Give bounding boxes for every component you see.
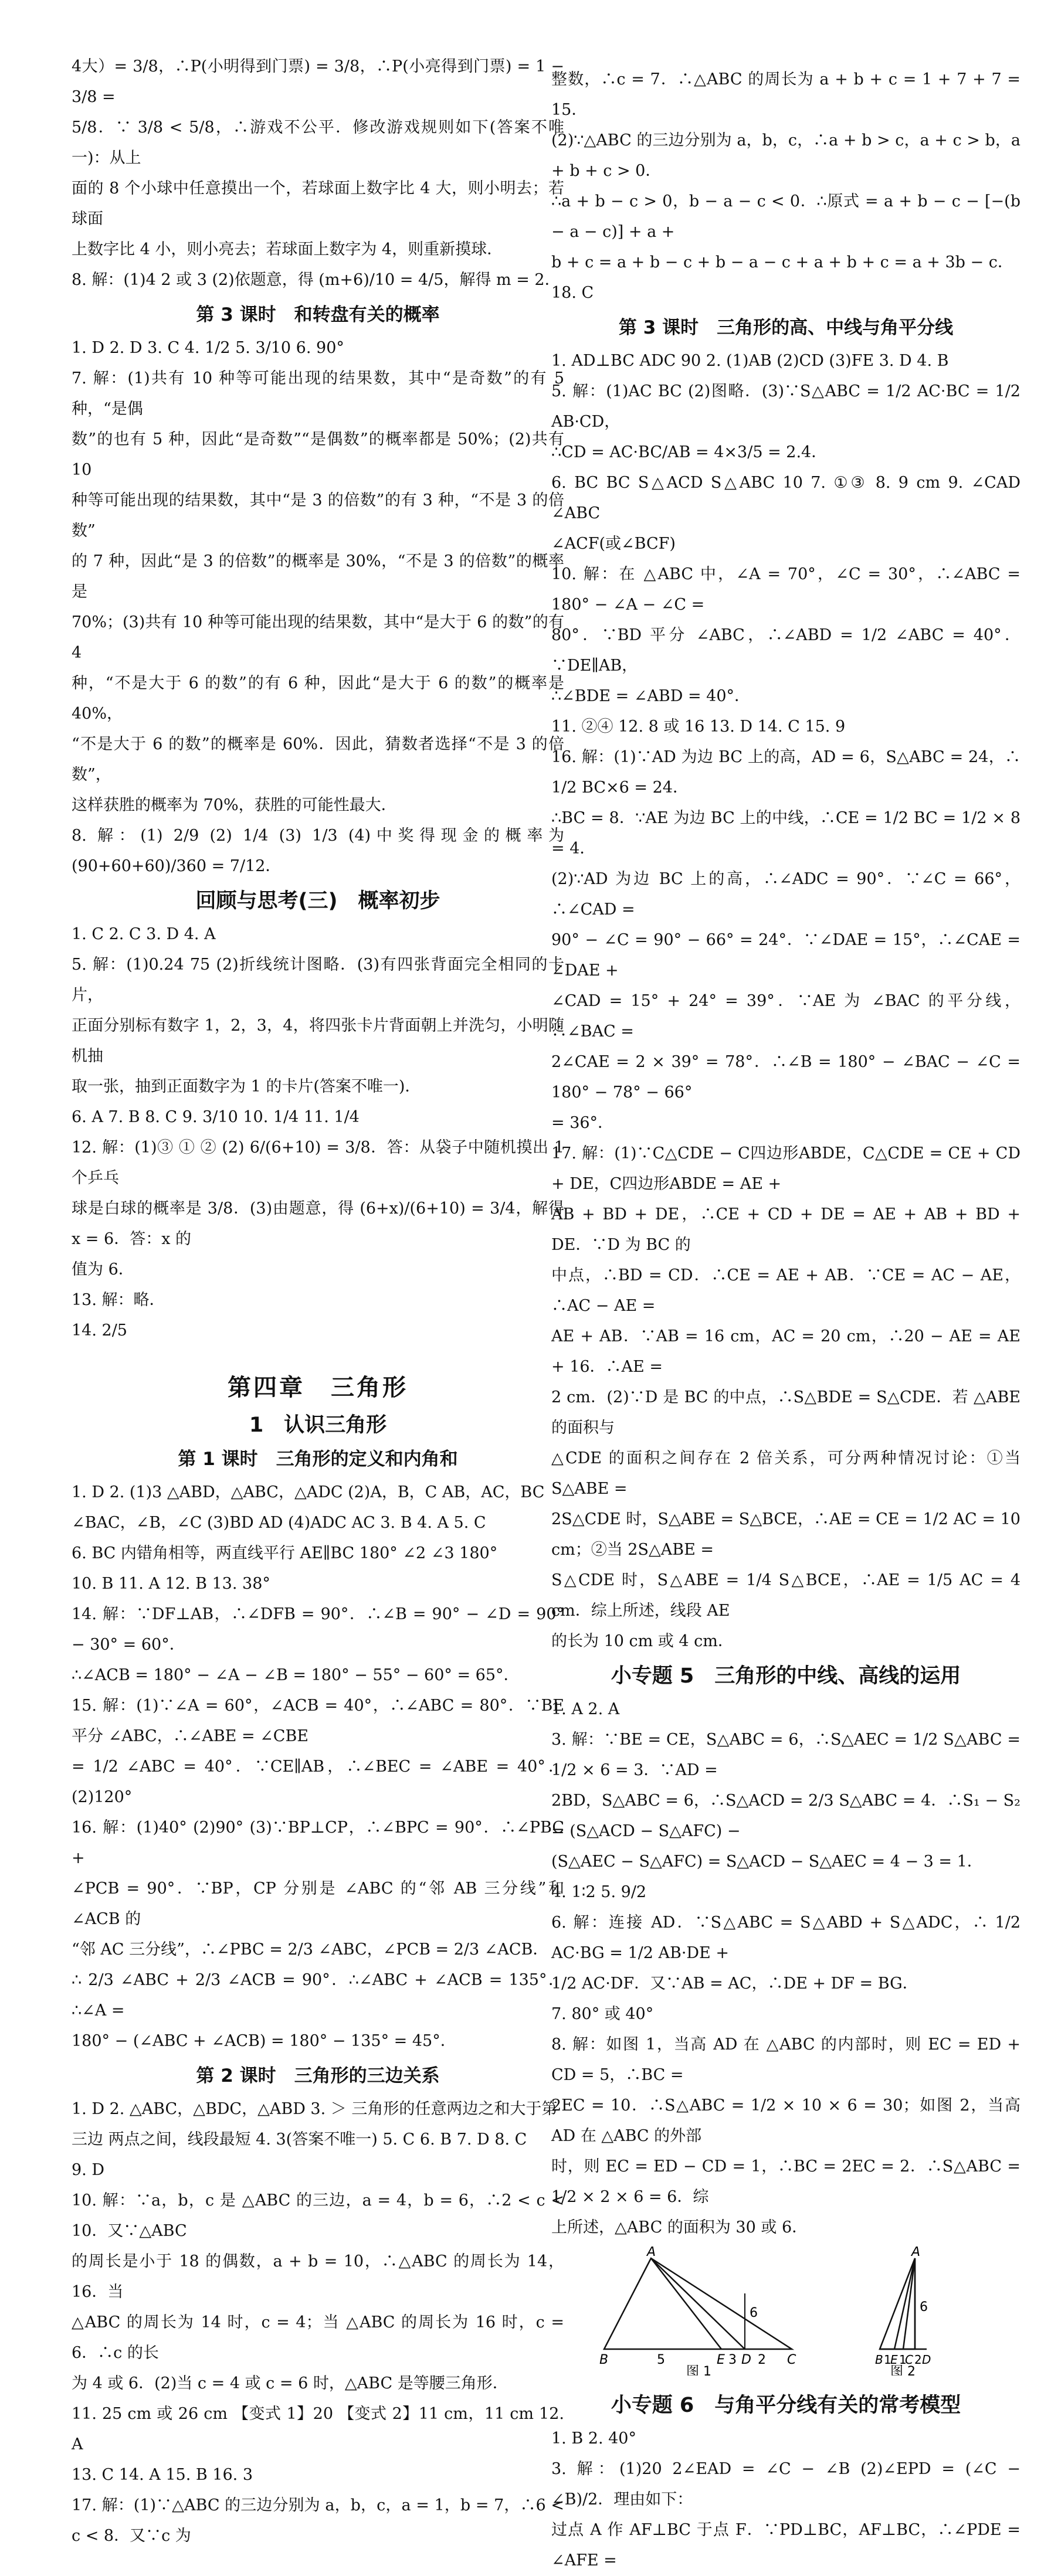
answer-line: 3. 解：∵BE = CE，S△ABC = 6，∴S△AEC = 1/2 S△ABC = 1/2 × 6 = 3．∵AD = (551, 1731, 1021, 1779)
answer-line: 2BD，S△ABC = 6，∴S△ACD = 2/3 S△ABC = 4．∴S₁ − S₂ = (S△ACD − S△AFC) − (551, 1792, 1021, 1840)
svg-text:D: D (922, 2353, 931, 2367)
answer-line: 上数字比 4 小，则小亮去；若球面上数字为 4，则重新摸球． (72, 240, 503, 259)
answer-line: ∴∠ACB = 180° − ∠A − ∠B = 180° − 55° − 60° = 65°． (72, 1666, 520, 1684)
answer-line: 5/8．∵ 3/8 < 5/8，∴游戏不公平．修改游戏规则如下(答案不唯一)：从上 (72, 118, 564, 167)
svg-text:2: 2 (914, 2353, 922, 2367)
answer-line: 8. 解：如图 1，当高 AD 在 △ABC 的内部时，则 EC = ED + CD = 5，∴BC = (551, 2035, 1021, 2084)
section-heading: 小专题 6 与角平分线有关的常考模型 (611, 2394, 961, 2417)
answer-line: 4. 1∶2 5. 9/2 (551, 1883, 647, 1901)
answer-line: 11. ②④ 12. 8 或 16 13. D 14. C 15. 9 (551, 718, 846, 736)
answer-line: 3. 解：(1)20 2∠EAD = ∠C − ∠B (2)∠EPD = (∠C − ∠B)/2．理由如下： (551, 2460, 1021, 2509)
answer-line: 90° − ∠C = 90° − 66° = 24°．∵∠DAE = 15°，∴∠CAE = ∠DAE + (551, 931, 1021, 980)
answer-line: 14. 解：∵DF⊥AB，∴∠DFB = 90°．∴∠B = 90° − ∠D = 90° − 30° = 60°． (72, 1605, 564, 1654)
answer-line: 180° − (∠ABC + ∠ACB) = 180° − 135° = 45°． (72, 2032, 456, 2050)
answer-line: 中点，∴BD = CD．∴CE = AE + AB．∵CE = AC − AE，∴AC − AE = (551, 1266, 1021, 1315)
svg-text:C: C (905, 2353, 913, 2367)
answer-line: 种等可能出现的结果数，其中“是 3 的倍数”的有 3 种，“不是 3 的倍数” (72, 491, 564, 540)
section-heading: 回顾与思考(三) 概率初步 (195, 889, 440, 913)
answer-line: ∴ 2/3 ∠ABC + 2/3 ∠ACB = 90°．∴∠ABC + ∠ACB = 135°．∴∠A = (72, 1971, 564, 2020)
triangle-figures (551, 2247, 1009, 2376)
answer-line: 正面分别标有数字 1，2，3，4，将四张卡片背面朝上并洗匀，小明随机抽 (72, 1017, 564, 1065)
answer-line: 10. 解：∵a，b，c 是 △ABC 的三边，a = 4，b = 6，∴2 < c < 10．又∵△ABC (72, 2191, 564, 2240)
section-heading: 小专题 5 三角形的中线、高线的运用 (611, 1664, 961, 1688)
answer-line: = 1/2 ∠ABC = 40°．∵CE∥AB，∴∠BEC = ∠ABE = 40°．(2)120° (72, 1758, 564, 1806)
answer-line: ∴∠BDE = ∠ABD = 40°． (551, 687, 751, 705)
answer-line: 7. 解：(1)共有 10 种等可能出现的结果数，其中“是奇数”的有 5 种，“是偶 (72, 369, 564, 418)
answer-line: 70%；(3)共有 10 种等可能出现的结果数，其中“是大于 6 的数”的有 4 (72, 613, 564, 662)
answer-line: 2∠CAE = 2 × 39° = 78°．∴∠B = 180° − ∠BAC − ∠C = 180° − 78° − 66° (551, 1053, 1021, 1102)
svg-text:1: 1 (884, 2353, 891, 2367)
svg-text:B: B (599, 2353, 609, 2367)
answer-line: 13. 解：略． (72, 1291, 165, 1309)
section-heading: 第 1 课时 三角形的定义和内角和 (178, 1449, 458, 1470)
svg-text:E: E (890, 2353, 898, 2367)
answer-line: 6. BC 内错角相等，两直线平行 AE∥BC 180° ∠2 ∠3 180° (72, 1544, 498, 1562)
answer-line: ∠BAC，∠B，∠C (3)BD AD (4)ADC AC 3. B 4. A 5. C (72, 1514, 486, 1532)
fig1-caption: 图 1 (686, 2364, 711, 2376)
answer-line: = 36°． (551, 1114, 614, 1132)
svg-text:B: B (875, 2353, 883, 2367)
figure-2 (875, 2247, 931, 2376)
answer-line: ∴CD = AC·BC/AB = 4×3/5 = 2.4． (551, 443, 828, 461)
answer-line: AB + BD + DE，∴CE + CD + DE = AE + AB + BD + DE．∵D 为 BC 的 (551, 1205, 1021, 1254)
answer-line: ∠CAD = 15° + 24° = 39°．∵AE 为 ∠BAC 的平分线，∴∠BAC = (551, 992, 1021, 1041)
svg-text:A: A (911, 2247, 921, 2259)
answer-line: 14. 2/5 (72, 1321, 127, 1340)
answer-line: 8. 解：(1)4 2 或 3 (2)依题意，得 (m+6)/10 = 4/5，解得 m = 2． (72, 271, 561, 289)
section-heading: 第 2 课时 三角形的三边关系 (196, 2065, 440, 2086)
answer-line: 1. AD⊥BC ADC 90 2. (1)AB (2)CD (3)FE 3. D 4. B (551, 352, 949, 370)
answer-line: 13. C 14. A 15. B 16. 3 (72, 2466, 253, 2484)
answer-line: 17. 解：(1)∵C△CDE − C四边形ABDE，C△CDE = CE + CD + DE，C四边形ABDE = AE + (551, 1144, 1021, 1193)
answer-line: 的周长是小于 18 的偶数，a + b = 10，∴△ABC 的周长为 14，16．当 (72, 2252, 564, 2301)
answer-line: “邻 AC 三分线”，∴∠PBC = 2/3 ∠ABC，∠PCB = 2/3 ∠ACB． (72, 1941, 549, 1959)
answer-line: 16. 解：(1)40° (2)90° (3)∵BP⊥CP，∴∠BPC = 90°．∴∠PBC + (72, 1819, 564, 1867)
answer-line: AE + AB．∵AB = 16 cm，AC = 20 cm，∴20 − AE = AE + 16．∴AE = (551, 1327, 1021, 1376)
answer-line: ∠PCB = 90°．∵BP，CP 分别是 ∠ABC 的“邻 AB 三分线”和 ∠ACB 的 (72, 1880, 564, 1928)
answer-line: 8. 解：(1) 2/9 (2) 1/4 (3) 1/3 (4)中奖得现金的概率为 (90+60+60)/360 = 7/12． (72, 827, 564, 875)
answer-line: 三边 两点之间，线段最短 4. 3(答案不唯一) 5. C 6. B 7. D 8. C (72, 2130, 527, 2149)
answer-line: 1. B 2. 40° (551, 2429, 636, 2448)
answer-line: 16. 解：(1)∵AD 为边 BC 上的高，AD = 6，S△ABC = 24，∴ 1/2 BC×6 = 24． (551, 748, 1021, 797)
section-heading: 第 3 课时 和转盘有关的概率 (196, 304, 440, 325)
answer-line: 11. 25 cm 或 26 cm 【变式 1】20 【变式 2】11 cm，11 cm 12. A (72, 2405, 564, 2453)
answer-line: 80°．∵BD 平分 ∠ABC，∴∠ABD = 1/2 ∠ABC = 40°．∵DE∥AB， (551, 626, 1021, 675)
answer-line: 2 cm．(2)∵D 是 BC 的中点，∴S△BDE = S△CDE．若 △ABE 的面积与 (551, 1388, 1021, 1437)
answer-line: 1. D 2. △ABC，△BDC，△ABD 3. ＞ 三角形的任意两边之和大于第 (72, 2100, 558, 2118)
answer-line: 为 4 或 6．(2)当 c = 4 或 c = 6 时，△ABC 是等腰三角形． (72, 2374, 508, 2393)
answer-line: 取一张，抽到正面数字为 1 的卡片(答案不唯一)． (72, 1078, 421, 1096)
svg-text:C: C (787, 2353, 796, 2367)
answer-line: 5. 解：(1)0.24 75 (2)折线统计图略．(3)有四张背面完全相同的卡片， (72, 956, 564, 1004)
answer-line: 4大）= 3/8，∴P(小明得到门票) = 3/8，∴P(小亮得到门票) = 1 − 3/8 = (72, 57, 564, 106)
svg-text:D: D (741, 2353, 751, 2367)
answer-line: 15. 解：(1)∵∠A = 60°，∠ACB = 40°，∴∠ABC = 80°．∵BE 平分 ∠ABC，∴∠ABE = ∠CBE (72, 1697, 564, 1745)
fig2-caption: 图 2 (890, 2364, 916, 2376)
answer-line: △ABC 的周长为 14 时，c = 4；当 △ABC 的周长为 16 时，c = 6．∴c 的长 (72, 2313, 564, 2362)
answer-line: 球是白球的概率是 3/8．(3)由题意，得 (6+x)/(6+10) = 3/4，解得 x = 6．答：x 的 (72, 1199, 564, 1248)
answer-line: 的 7 种，因此“是 3 的倍数”的概率是 30%，“不是 3 的倍数”的概率是 (72, 552, 564, 601)
answer-line: 1. D 2. D 3. C 4. 1/2 5. 3/10 6. 90° (72, 339, 344, 357)
answer-line: ∴a + b − c > 0，b − a − c < 0．∴原式 = a + b − c − [−(b − a − c)] + a + (551, 192, 1021, 241)
answer-line: 9. D (72, 2161, 104, 2179)
answer-line: 5. 解：(1)AC BC (2)图略．(3)∵S△ABC = 1/2 AC·BC = 1/2 AB·CD， (551, 382, 1021, 431)
svg-text:1: 1 (899, 2353, 907, 2367)
answer-line: 2EC = 10．∴S△ABC = 1/2 × 10 × 6 = 30；如图 2，当高 AD 在 △ABC 的外部 (551, 2096, 1021, 2145)
answer-line: 种，“不是大于 6 的数”的有 6 种，因此“是大于 6 的数”的概率是 40%， (72, 674, 564, 723)
answer-line: 6. 解：连接 AD．∵S△ABC = S△ABD + S△ADC，∴ 1/2 AC·BG = 1/2 AB·DE + (551, 1914, 1021, 1962)
answer-line: 的长为 10 cm 或 4 cm． (551, 1632, 734, 1650)
answer-line: b + c = a + b − c + b − a − c + a + b + c = a + 3b − c． (551, 253, 1013, 271)
svg-text:5: 5 (657, 2353, 665, 2367)
answer-line: (S△AEC − S△AFC) = S△ACD − S△AEC = 4 − 3 = 1． (551, 1853, 983, 1871)
answer-line: 1/2 AC·DF．又∵AB = AC，∴DE + DF = BG． (551, 1975, 918, 1993)
answer-line: 这样获胜的概率为 70%，获胜的可能性最大． (72, 796, 397, 814)
svg-text:6: 6 (920, 2300, 928, 2315)
svg-text:E: E (717, 2353, 725, 2367)
answer-line: ∠ACF(或∠BCF) (551, 535, 676, 553)
answer-line: 1. C 2. C 3. D 4. A (72, 925, 216, 943)
answer-line: 1. A 2. A (551, 1700, 620, 1718)
answer-line: 面的 8 个小球中任意摸出一个，若球面上数字比 4 大，则小明去；若球面 (72, 179, 564, 228)
right-column (551, 64, 1021, 2576)
answer-line: 1. D 2. (1)3 △ABD，△ABC，△ADC (2)A，B，C AB，AC，BC (72, 1483, 545, 1501)
svg-text:3: 3 (728, 2353, 737, 2367)
svg-text:6: 6 (750, 2306, 758, 2320)
answer-line: 18. C (551, 284, 594, 302)
answer-line: 6. BC BC S△ACD S△ABC 10 7. ①③ 8. 9 cm 9. ∠CAD ∠ABC (551, 474, 1021, 522)
answer-line: 值为 6． (72, 1260, 134, 1279)
answer-line: 12. 解：(1)③ ① ② (2) 6/(6+10) = 3/8．答：从袋子中随机摸出 1 个乒乓 (72, 1139, 564, 1187)
answer-line: (2)∵△ABC 的三边分别为 a，b，c，∴a + b > c，a + c > b，a + b + c > 0． (551, 131, 1021, 180)
answer-line: 上所述，△ABC 的面积为 30 或 6． (551, 2218, 808, 2237)
figure-block (551, 2247, 1021, 2386)
answer-line: ∴BC = 8．∵AE 为边 BC 上的中线，∴CE = 1/2 BC = 1/2 × 8 = 4． (551, 809, 1021, 858)
left-column (72, 52, 564, 2551)
answer-line: 过点 A 作 AF⊥BC 于点 F．∵PD⊥BC，AF⊥BC，∴∠PDE = ∠AFE = (551, 2521, 1021, 2570)
svg-text:2: 2 (758, 2353, 766, 2367)
answer-line: (2)∵AD 为边 BC 上的高，∴∠ADC = 90°．∵∠C = 66°，∴∠CAD = (551, 870, 1021, 919)
answer-line: S△CDE 时，S△ABE = 1/4 S△BCE，∴AE = 1/5 AC = 4 cm．综上所述，线段 AE (551, 1571, 1021, 1620)
answer-line: 2S△CDE 时，S△ABE = S△BCE，∴AE = CE = 1/2 AC = 10 cm；②当 2S△ABE = (551, 1510, 1021, 1559)
answer-line: △CDE 的面积之间存在 2 倍关系，可分两种情况讨论：①当 S△ABE = (551, 1449, 1021, 1498)
answer-line: 整数，∴c = 7．∴△ABC 的周长为 a + b + c = 1 + 7 + 7 = 15． (551, 70, 1021, 119)
answer-line: 10. B 11. A 12. B 13. 38° (72, 1575, 270, 1593)
answer-line: “不是大于 6 的数”的概率是 60%．因此，猜数者选择“不是 3 的倍数”， (72, 735, 564, 784)
answer-line: 7. 80° 或 40° (551, 2005, 654, 2023)
answer-line: 10. 解：在 △ABC 中，∠A = 70°，∠C = 30°，∴∠ABC = 180° − ∠A − ∠C = (551, 565, 1021, 614)
figure-1 (599, 2247, 796, 2376)
answer-line: 6. A 7. B 8. C 9. 3/10 10. 1/4 11. 1/4 (72, 1108, 360, 1126)
answer-line: 数”的也有 5 种，因此“是奇数”“是偶数”的概率都是 50%；(2)共有 10 (72, 430, 564, 479)
answer-line: 17. 解：(1)∵△ABC 的三边分别为 a，b，c，a = 1，b = 7，∴6 < c < 8．又∵c 为 (72, 2496, 564, 2545)
section-heading: 1 认识三角形 (249, 1413, 387, 1437)
section-heading: 第四章 三角形 (228, 1374, 408, 1401)
answer-line: 时，则 EC = ED − CD = 1，∴BC = 2EC = 2．∴S△ABC = 1/2 × 2 × 6 = 6．综 (551, 2157, 1021, 2206)
section-heading: 第 3 课时 三角形的高、中线与角平分线 (618, 317, 954, 338)
fig1-label-a: A (647, 2247, 656, 2259)
